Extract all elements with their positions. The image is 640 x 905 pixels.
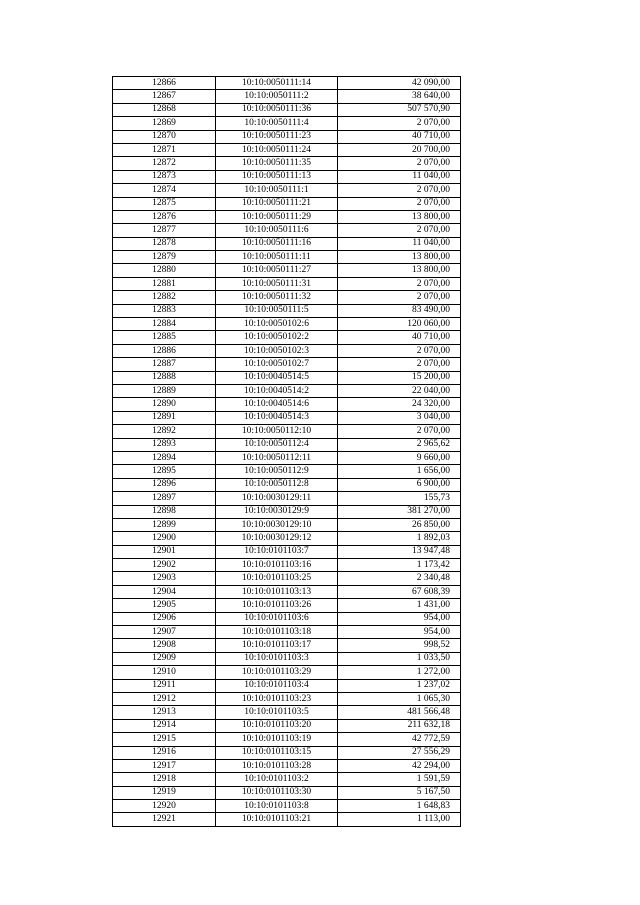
value-cell: 954,00 <box>338 626 461 639</box>
table-row <box>113 264 461 277</box>
row-number-cell: 12881 <box>113 277 216 290</box>
row-number-cell: 12887 <box>113 358 216 371</box>
row-number-cell: 12892 <box>113 425 216 438</box>
row-number-cell: 12878 <box>113 237 216 250</box>
value-cell: 11 040,00 <box>338 237 461 250</box>
value-cell: 1 431,00 <box>338 599 461 612</box>
data-table-body <box>113 77 461 827</box>
cadastral-number-cell: 10:10:0101103:15 <box>216 746 338 759</box>
row-number-cell: 12900 <box>113 532 216 545</box>
row-number-cell: 12876 <box>113 210 216 223</box>
cadastral-number-cell: 10:10:0050102:2 <box>216 331 338 344</box>
cadastral-number-cell: 10:10:0101103:23 <box>216 692 338 705</box>
table-row <box>113 585 461 598</box>
cadastral-number-cell: 10:10:0050111:36 <box>216 103 338 116</box>
value-cell: 27 556,29 <box>338 746 461 759</box>
cadastral-number-cell: 10:10:0050111:5 <box>216 304 338 317</box>
cadastral-number-cell: 10:10:0101103:6 <box>216 612 338 625</box>
row-number-cell: 12917 <box>113 759 216 772</box>
row-number-cell: 12913 <box>113 706 216 719</box>
cadastral-number-cell: 10:10:0050112:9 <box>216 465 338 478</box>
value-cell: 381 270,00 <box>338 505 461 518</box>
row-number-cell: 12890 <box>113 398 216 411</box>
value-cell: 2 070,00 <box>338 277 461 290</box>
row-number-cell: 12889 <box>113 384 216 397</box>
row-number-cell: 12912 <box>113 692 216 705</box>
value-cell: 38 640,00 <box>338 90 461 103</box>
table-row <box>113 465 461 478</box>
row-number-cell: 12914 <box>113 719 216 732</box>
table-row <box>113 344 461 357</box>
value-cell: 2 070,00 <box>338 291 461 304</box>
cadastral-number-cell: 10:10:0030129:12 <box>216 532 338 545</box>
value-cell: 1 892,03 <box>338 532 461 545</box>
cadastral-number-cell: 10:10:0030129:9 <box>216 505 338 518</box>
row-number-cell: 12918 <box>113 773 216 786</box>
row-number-cell: 12911 <box>113 679 216 692</box>
row-number-cell: 12901 <box>113 545 216 558</box>
value-cell: 2 070,00 <box>338 224 461 237</box>
row-number-cell: 12886 <box>113 344 216 357</box>
value-cell: 1 113,00 <box>338 813 461 826</box>
cadastral-number-cell: 10:10:0050111:29 <box>216 210 338 223</box>
value-cell: 2 070,00 <box>338 344 461 357</box>
cadastral-number-cell: 10:10:0050111:11 <box>216 251 338 264</box>
value-cell: 1 272,00 <box>338 666 461 679</box>
row-number-cell: 12875 <box>113 197 216 210</box>
cadastral-number-cell: 10:10:0101103:8 <box>216 800 338 813</box>
table-row <box>113 679 461 692</box>
value-cell: 5 167,50 <box>338 786 461 799</box>
value-cell: 155,73 <box>338 492 461 505</box>
value-cell: 2 070,00 <box>338 184 461 197</box>
row-number-cell: 12902 <box>113 559 216 572</box>
table-row <box>113 331 461 344</box>
value-cell: 2 070,00 <box>338 157 461 170</box>
table-row <box>113 304 461 317</box>
row-number-cell: 12870 <box>113 130 216 143</box>
row-number-cell: 12897 <box>113 492 216 505</box>
cadastral-number-cell: 10:10:0050102:3 <box>216 344 338 357</box>
cadastral-number-cell: 10:10:0050102:7 <box>216 358 338 371</box>
cadastral-number-cell: 10:10:0101103:16 <box>216 559 338 572</box>
table-row <box>113 291 461 304</box>
table-row <box>113 545 461 558</box>
value-cell: 507 570,90 <box>338 103 461 116</box>
row-number-cell: 12910 <box>113 666 216 679</box>
table-row <box>113 143 461 156</box>
table-row <box>113 813 461 826</box>
cadastral-number-cell: 10:10:0101103:7 <box>216 545 338 558</box>
cadastral-number-cell: 10:10:0101103:5 <box>216 706 338 719</box>
table-row <box>113 117 461 130</box>
value-cell: 2 070,00 <box>338 425 461 438</box>
cadastral-number-cell: 10:10:0050112:8 <box>216 478 338 491</box>
cadastral-number-cell: 10:10:0040514:3 <box>216 411 338 424</box>
row-number-cell: 12895 <box>113 465 216 478</box>
value-cell: 83 490,00 <box>338 304 461 317</box>
row-number-cell: 12866 <box>113 77 216 90</box>
row-number-cell: 12894 <box>113 451 216 464</box>
row-number-cell: 12880 <box>113 264 216 277</box>
value-cell: 24 320,00 <box>338 398 461 411</box>
cadastral-number-cell: 10:10:0050111:13 <box>216 170 338 183</box>
table-row <box>113 532 461 545</box>
cadastral-number-cell: 10:10:0101103:19 <box>216 733 338 746</box>
row-number-cell: 12867 <box>113 90 216 103</box>
table-row <box>113 251 461 264</box>
value-cell: 120 060,00 <box>338 318 461 331</box>
table-row <box>113 706 461 719</box>
table-row <box>113 559 461 572</box>
row-number-cell: 12908 <box>113 639 216 652</box>
value-cell: 1 237,02 <box>338 679 461 692</box>
row-number-cell: 12905 <box>113 599 216 612</box>
row-number-cell: 12906 <box>113 612 216 625</box>
cadastral-number-cell: 10:10:0101103:18 <box>216 626 338 639</box>
cadastral-number-cell: 10:10:0050111:16 <box>216 237 338 250</box>
row-number-cell: 12916 <box>113 746 216 759</box>
cadastral-number-cell: 10:10:0101103:2 <box>216 773 338 786</box>
value-cell: 1 591,59 <box>338 773 461 786</box>
cadastral-number-cell: 10:10:0101103:13 <box>216 585 338 598</box>
table-row <box>113 90 461 103</box>
table-row <box>113 358 461 371</box>
value-cell: 2 340,48 <box>338 572 461 585</box>
cadastral-number-cell: 10:10:0101103:3 <box>216 652 338 665</box>
table-row <box>113 692 461 705</box>
cadastral-number-cell: 10:10:0040514:5 <box>216 371 338 384</box>
value-cell: 42 090,00 <box>338 77 461 90</box>
table-row <box>113 438 461 451</box>
row-number-cell: 12891 <box>113 411 216 424</box>
cadastral-number-cell: 10:10:0040514:2 <box>216 384 338 397</box>
row-number-cell: 12868 <box>113 103 216 116</box>
value-cell: 954,00 <box>338 612 461 625</box>
cadastral-number-cell: 10:10:0050111:24 <box>216 143 338 156</box>
value-cell: 2 965,62 <box>338 438 461 451</box>
table-row <box>113 318 461 331</box>
table-row <box>113 719 461 732</box>
cadastral-number-cell: 10:10:0101103:25 <box>216 572 338 585</box>
value-cell: 40 710,00 <box>338 130 461 143</box>
table-row <box>113 210 461 223</box>
row-number-cell: 12888 <box>113 371 216 384</box>
value-cell: 42 772,59 <box>338 733 461 746</box>
table-row <box>113 277 461 290</box>
table-row <box>113 237 461 250</box>
table-row <box>113 425 461 438</box>
table-row <box>113 197 461 210</box>
row-number-cell: 12869 <box>113 117 216 130</box>
value-cell: 6 900,00 <box>338 478 461 491</box>
row-number-cell: 12884 <box>113 318 216 331</box>
row-number-cell: 12879 <box>113 251 216 264</box>
value-cell: 13 947,48 <box>338 545 461 558</box>
cadastral-number-cell: 10:10:0050111:4 <box>216 117 338 130</box>
table-row <box>113 733 461 746</box>
table-row <box>113 786 461 799</box>
row-number-cell: 12919 <box>113 786 216 799</box>
table-row <box>113 572 461 585</box>
value-cell: 22 040,00 <box>338 384 461 397</box>
table-row <box>113 518 461 531</box>
cadastral-number-cell: 10:10:0050111:14 <box>216 77 338 90</box>
value-cell: 1 033,50 <box>338 652 461 665</box>
cadastral-number-cell: 10:10:0050111:21 <box>216 197 338 210</box>
table-row <box>113 157 461 170</box>
cadastral-number-cell: 10:10:0101103:28 <box>216 759 338 772</box>
row-number-cell: 12883 <box>113 304 216 317</box>
table-row <box>113 77 461 90</box>
row-number-cell: 12920 <box>113 800 216 813</box>
table-row <box>113 759 461 772</box>
cadastral-number-cell: 10:10:0050112:11 <box>216 451 338 464</box>
table-row <box>113 170 461 183</box>
table-row <box>113 103 461 116</box>
value-cell: 40 710,00 <box>338 331 461 344</box>
row-number-cell: 12903 <box>113 572 216 585</box>
value-cell: 13 800,00 <box>338 251 461 264</box>
table-row <box>113 746 461 759</box>
value-cell: 20 700,00 <box>338 143 461 156</box>
table-row <box>113 505 461 518</box>
value-cell: 998,52 <box>338 639 461 652</box>
row-number-cell: 12877 <box>113 224 216 237</box>
table-row <box>113 384 461 397</box>
row-number-cell: 12872 <box>113 157 216 170</box>
value-cell: 1 065,30 <box>338 692 461 705</box>
value-cell: 42 294,00 <box>338 759 461 772</box>
table-row <box>113 398 461 411</box>
value-cell: 11 040,00 <box>338 170 461 183</box>
value-cell: 26 850,00 <box>338 518 461 531</box>
table-row <box>113 224 461 237</box>
data-table <box>112 76 461 827</box>
table-row <box>113 612 461 625</box>
row-number-cell: 12921 <box>113 813 216 826</box>
value-cell: 2 070,00 <box>338 358 461 371</box>
value-cell: 481 566,48 <box>338 706 461 719</box>
cadastral-number-cell: 10:10:0101103:20 <box>216 719 338 732</box>
table-row <box>113 130 461 143</box>
table-row <box>113 478 461 491</box>
cadastral-number-cell: 10:10:0050111:23 <box>216 130 338 143</box>
cadastral-number-cell: 10:10:0050102:6 <box>216 318 338 331</box>
table-row <box>113 599 461 612</box>
row-number-cell: 12898 <box>113 505 216 518</box>
table-row <box>113 800 461 813</box>
cadastral-number-cell: 10:10:0030129:11 <box>216 492 338 505</box>
table-row <box>113 652 461 665</box>
value-cell: 2 070,00 <box>338 197 461 210</box>
row-number-cell: 12882 <box>113 291 216 304</box>
table-row <box>113 626 461 639</box>
table-row <box>113 184 461 197</box>
table-row <box>113 411 461 424</box>
row-number-cell: 12915 <box>113 733 216 746</box>
cadastral-number-cell: 10:10:0101103:29 <box>216 666 338 679</box>
row-number-cell: 12904 <box>113 585 216 598</box>
row-number-cell: 12873 <box>113 170 216 183</box>
table-row <box>113 492 461 505</box>
value-cell: 1 656,00 <box>338 465 461 478</box>
table-row <box>113 371 461 384</box>
row-number-cell: 12896 <box>113 478 216 491</box>
cadastral-number-cell: 10:10:0101103:30 <box>216 786 338 799</box>
value-cell: 2 070,00 <box>338 117 461 130</box>
cadastral-number-cell: 10:10:0050112:4 <box>216 438 338 451</box>
table-row <box>113 773 461 786</box>
cadastral-number-cell: 10:10:0101103:26 <box>216 599 338 612</box>
cadastral-number-cell: 10:10:0050111:2 <box>216 90 338 103</box>
value-cell: 13 800,00 <box>338 264 461 277</box>
cadastral-number-cell: 10:10:0050112:10 <box>216 425 338 438</box>
cadastral-number-cell: 10:10:0050111:6 <box>216 224 338 237</box>
table-row <box>113 639 461 652</box>
value-cell: 3 040,00 <box>338 411 461 424</box>
table-row <box>113 451 461 464</box>
value-cell: 13 800,00 <box>338 210 461 223</box>
cadastral-number-cell: 10:10:0101103:17 <box>216 639 338 652</box>
value-cell: 211 632,18 <box>338 719 461 732</box>
table-row <box>113 666 461 679</box>
cadastral-number-cell: 10:10:0101103:21 <box>216 813 338 826</box>
row-number-cell: 12874 <box>113 184 216 197</box>
value-cell: 15 200,00 <box>338 371 461 384</box>
cadastral-number-cell: 10:10:0050111:27 <box>216 264 338 277</box>
row-number-cell: 12893 <box>113 438 216 451</box>
cadastral-number-cell: 10:10:0040514:6 <box>216 398 338 411</box>
row-number-cell: 12907 <box>113 626 216 639</box>
cadastral-number-cell: 10:10:0030129:10 <box>216 518 338 531</box>
cadastral-number-cell: 10:10:0101103:4 <box>216 679 338 692</box>
row-number-cell: 12871 <box>113 143 216 156</box>
value-cell: 1 648,83 <box>338 800 461 813</box>
cadastral-number-cell: 10:10:0050111:1 <box>216 184 338 197</box>
row-number-cell: 12909 <box>113 652 216 665</box>
cadastral-number-cell: 10:10:0050111:31 <box>216 277 338 290</box>
cadastral-number-cell: 10:10:0050111:32 <box>216 291 338 304</box>
cadastral-number-cell: 10:10:0050111:35 <box>216 157 338 170</box>
value-cell: 1 173,42 <box>338 559 461 572</box>
value-cell: 9 660,00 <box>338 451 461 464</box>
row-number-cell: 12899 <box>113 518 216 531</box>
row-number-cell: 12885 <box>113 331 216 344</box>
value-cell: 67 608,39 <box>338 585 461 598</box>
